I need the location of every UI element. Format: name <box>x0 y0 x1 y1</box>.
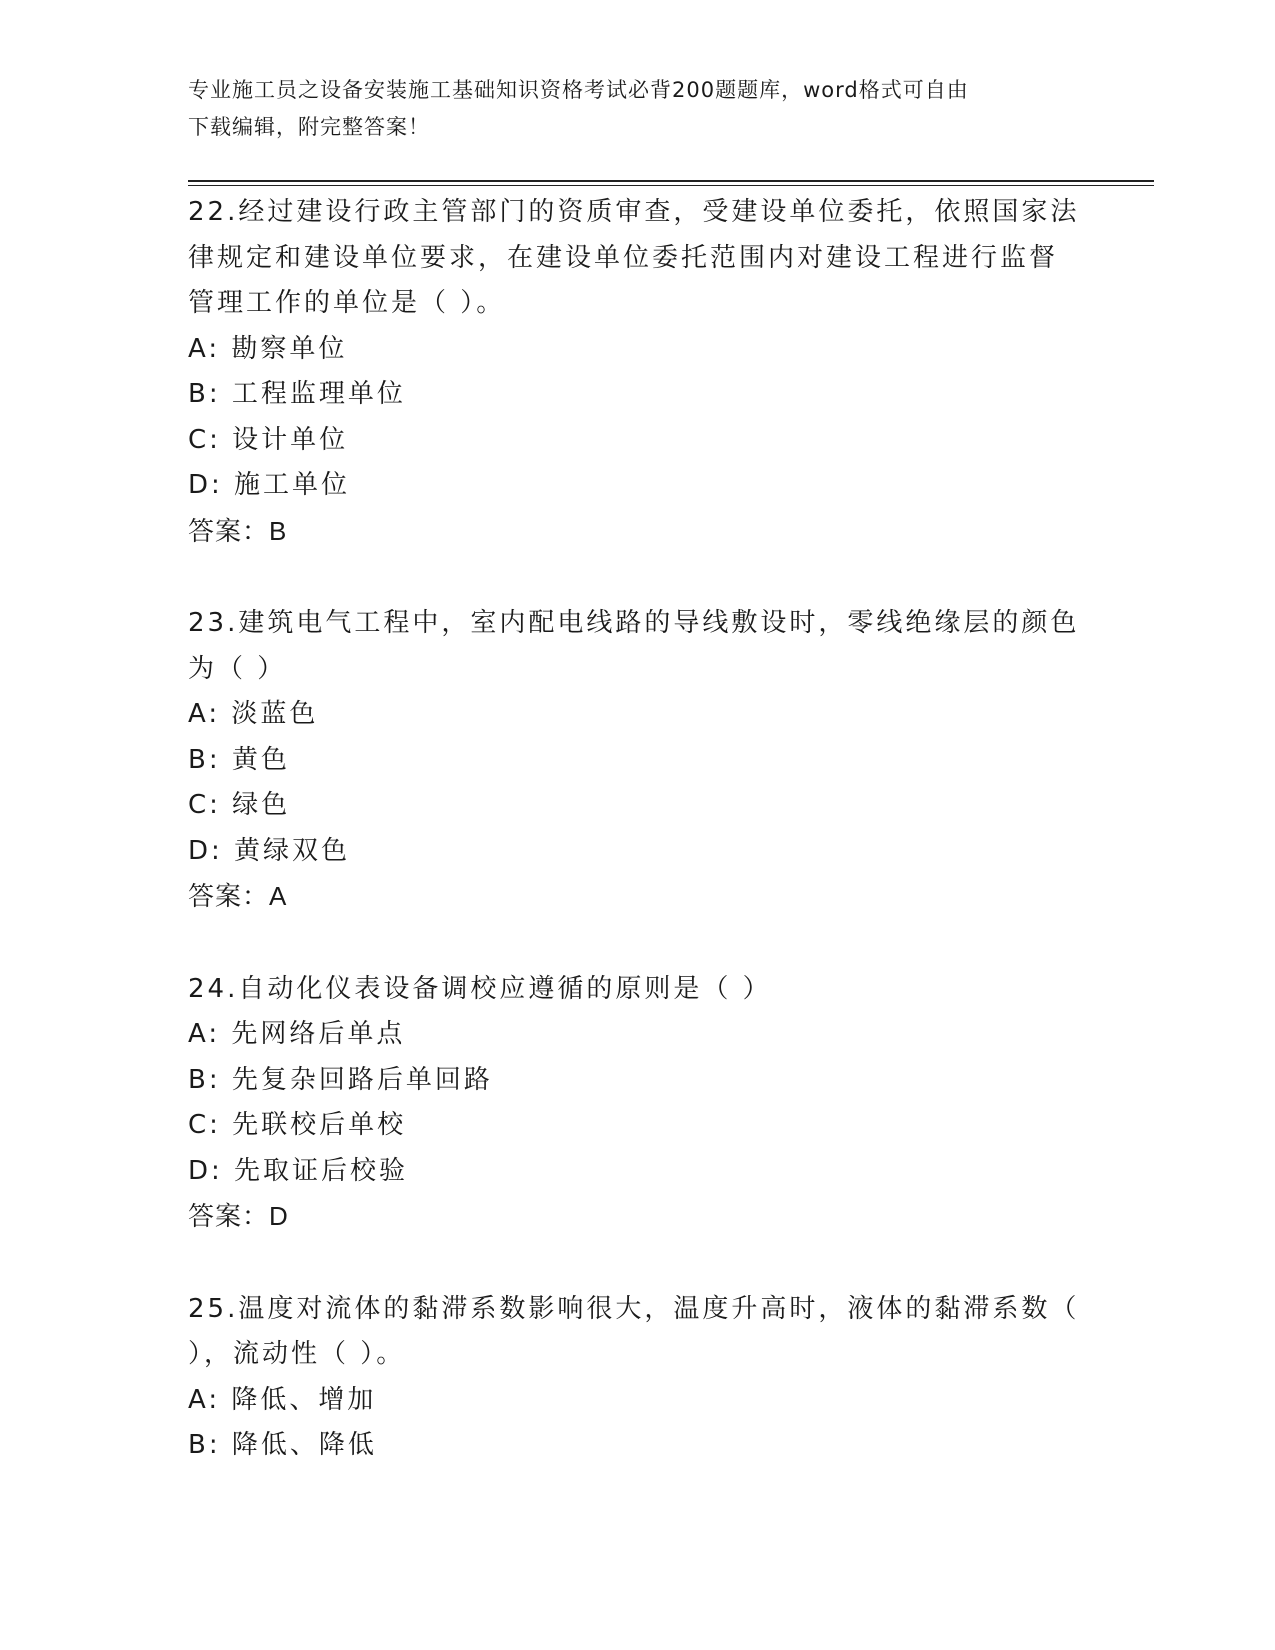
option-c: C: 绿色 <box>188 790 291 820</box>
question-stem-line: ），流动性（ ）。 <box>188 1339 406 1369</box>
question-22 <box>188 190 1088 554</box>
option-c: C: 先联校后单校 <box>188 1110 407 1140</box>
option-a: A: 先网络后单点 <box>188 1019 406 1049</box>
question-stem-line: 24.自动化仪表设备调校应遵循的原则是（ ） <box>188 973 772 1004</box>
option-b: B: 先复杂回路后单回路 <box>188 1064 493 1095</box>
answer-label: 答案：A <box>188 881 288 911</box>
question-stem-line: 25.温度对流体的黏滞系数影响很大，温度升高时，液体的黏滞系数（ <box>188 1293 1080 1324</box>
question-stem-line: 管理工作的单位是（ ）。 <box>188 288 506 318</box>
question-stem-line: 律规定和建设单位要求，在建设单位委托范围内对建设工程进行监督 <box>188 242 1059 273</box>
header-divider-thin <box>188 185 1154 186</box>
question-stem-line: 22.经过建设行政主管部门的资质审查，受建设单位委托，依照国家法 <box>188 197 1080 227</box>
question-25 <box>188 1287 1088 1469</box>
header-divider-thick <box>188 180 1154 182</box>
question-stem-line: 为（ ） <box>188 653 287 684</box>
option-d: D: 黄绿双色 <box>188 835 351 866</box>
document-header <box>188 72 1088 146</box>
header-line-1: 专业施工员之设备安装施工基础知识资格考试必背200题题库，word格式可自由 <box>188 78 969 102</box>
option-d: D: 施工单位 <box>188 470 351 500</box>
question-24 <box>188 967 1088 1240</box>
header-line-2: 下载编辑，附完整答案！ <box>188 115 430 139</box>
option-d: D: 先取证后校验 <box>188 1155 409 1186</box>
answer-label: 答案：B <box>188 515 288 546</box>
option-a: A: 淡蓝色 <box>188 699 319 729</box>
option-b: B: 降低、降低 <box>188 1430 377 1460</box>
option-a: A: 勘察单位 <box>188 333 348 364</box>
option-b: B: 黄色 <box>188 744 290 775</box>
option-c: C: 设计单位 <box>188 424 349 455</box>
option-a: A: 降低、增加 <box>188 1384 377 1415</box>
answer-label: 答案：D <box>188 1201 289 1231</box>
question-list <box>188 190 1088 1516</box>
question-stem-line: 23.建筑电气工程中，室内配电线路的导线敷设时，零线绝缘层的颜色 <box>188 608 1080 638</box>
question-23 <box>188 601 1088 920</box>
option-b: B: 工程监理单位 <box>188 379 406 409</box>
